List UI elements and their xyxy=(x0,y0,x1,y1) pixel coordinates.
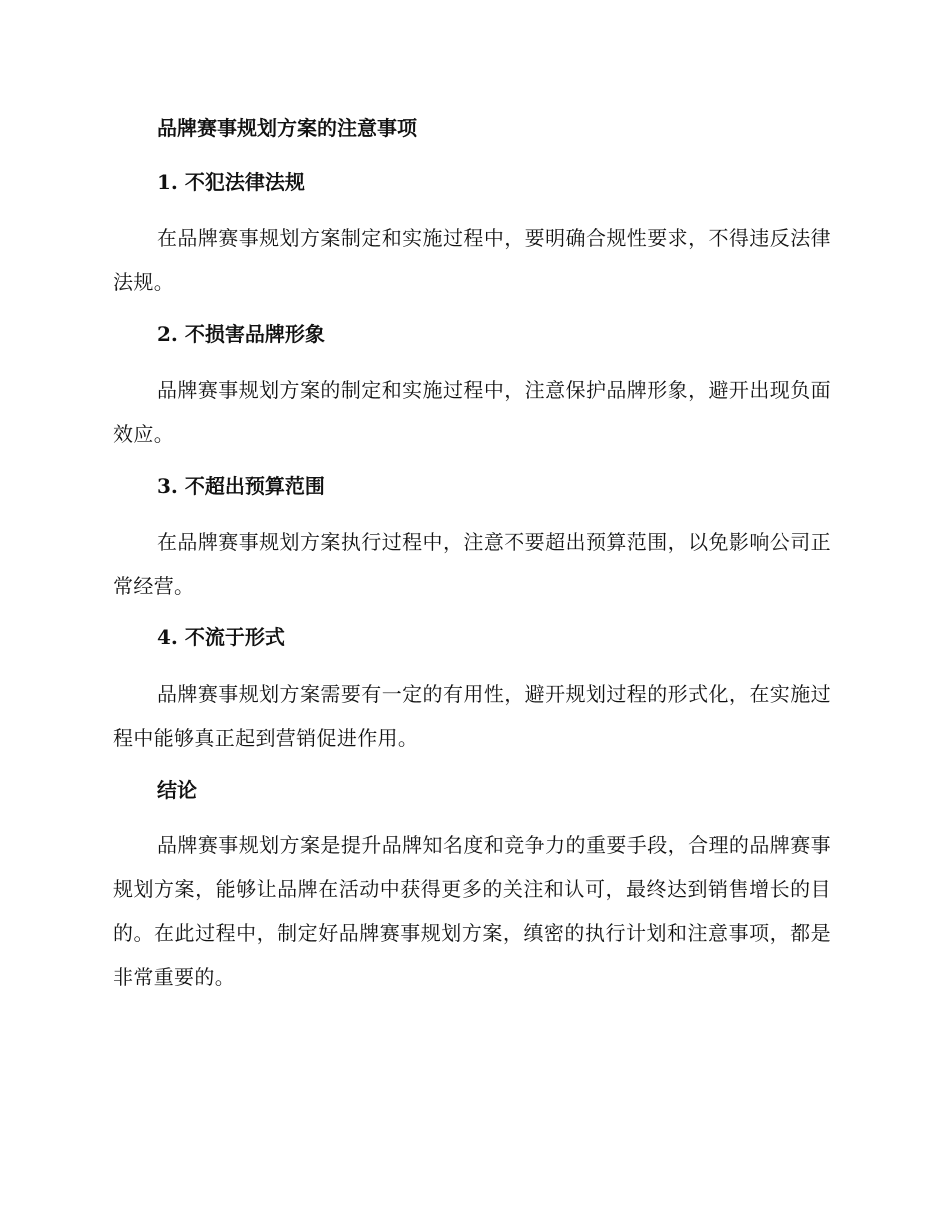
item-paragraph-3: 在品牌赛事规划方案执行过程中，注意不要超出预算范围，以免影响公司正常经营。 xyxy=(113,530,831,598)
section-title: 品牌赛事规划方案的注意事项 xyxy=(157,116,417,140)
conclusion-heading: 结论 xyxy=(157,778,197,802)
item-heading-2: 2. 不损害品牌形象 xyxy=(157,322,325,346)
item-paragraph-1: 在品牌赛事规划方案制定和实施过程中，要明确合规性要求，不得违反法律法规。 xyxy=(113,226,831,294)
item-heading-4: 4. 不流于形式 xyxy=(157,625,285,649)
item-paragraph-4: 品牌赛事规划方案需要有一定的有用性，避开规划过程的形式化，在实施过程中能够真正起到营销促进作用。 xyxy=(113,682,831,750)
item-heading-1: 1. 不犯法律法规 xyxy=(157,170,305,194)
item-heading-3: 3. 不超出预算范围 xyxy=(157,474,325,498)
item-paragraph-2: 品牌赛事规划方案的制定和实施过程中，注意保护品牌形象，避开出现负面效应。 xyxy=(113,378,831,446)
conclusion-paragraph: 品牌赛事规划方案是提升品牌知名度和竞争力的重要手段，合理的品牌赛事规划方案，能够让品牌在活动中获得更多的关注和认可，最终达到销售增长的目的。在此过程中，制定好品牌赛事规划方案，缜密的执行计划和注意事项，都是非常重要的。 xyxy=(113,833,831,989)
